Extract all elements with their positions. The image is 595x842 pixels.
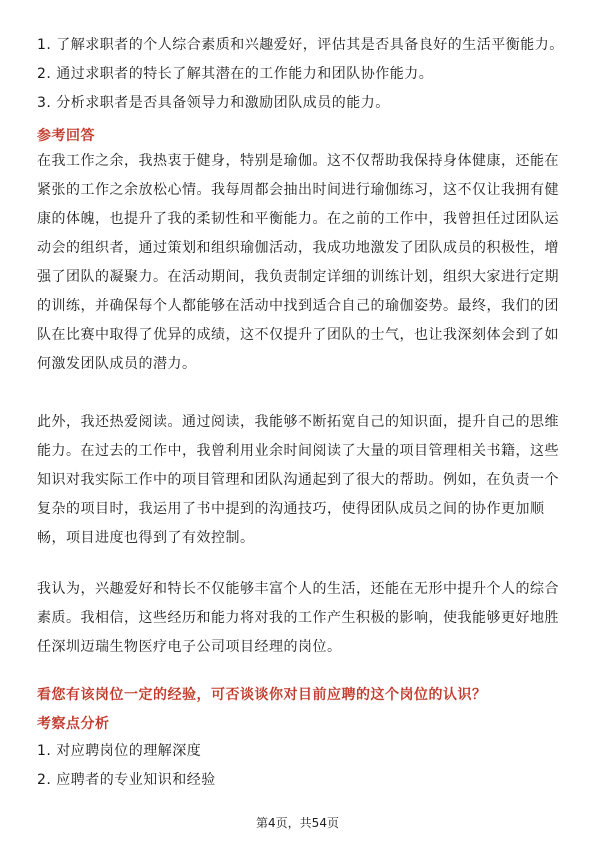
eval-point-1: 1. 对应聘岗位的理解深度 [37,743,202,759]
para1-line: 何激发团队成员的潜力。 [37,356,197,372]
para1-line: 强了团队的凝聚力。在活动期间，我负责制定详细的训练计划，组织大家进行定期 [37,269,559,285]
eval-point-1: 1. 了解求职者的个人综合素质和兴趣爱好，评估其是否具备良好的生活平衡能力。 [37,37,564,53]
para2-line: 能力。在过去的工作中，我曾利用业余时间阅读了大量的项目管理相关书籍，这些 [37,443,559,459]
para2-line: 知识对我实际工作中的项目管理和团队沟通起到了很大的帮助。例如，在负责一个 [37,472,559,488]
para1-line: 队在比赛中取得了优异的成绩，这不仅提升了团队的士气，也让我深刻体会到了如 [37,327,559,343]
para3-line: 素质。我相信，这些经历和能力将对我的工作产生积极的影响，使我能够更好地胜 [37,610,559,626]
para1-line: 康的体魄，也提升了我的柔韧性和平衡能力。在之前的工作中，我曾担任过团队运 [37,211,559,227]
para3-line: 任深圳迈瑞生物医疗电子公司项目经理的岗位。 [37,639,342,655]
analysis-heading: 考察点分析 [37,716,110,732]
answer-heading: 参考回答 [37,128,95,144]
para1-line: 在我工作之余，我热衷于健身，特别是瑜伽。这不仅帮助我保持身体健康，还能在 [37,153,559,169]
question-heading: 看您有该岗位一定的经验，可否谈谈你对目前应聘的这个岗位的认识？ [37,687,487,703]
para3-line: 我认为，兴趣爱好和特长不仅能够丰富个人的生活，还能在无形中提升个人的综合 [37,581,559,597]
para2-line: 畅，项目进度也得到了有效控制。 [37,530,255,546]
eval-point-2: 2. 应聘者的专业知识和经验 [37,772,216,788]
eval-point-2: 2. 通过求职者的特长了解其潜在的工作能力和团队协作能力。 [37,66,434,82]
page-number: 第4页，共54页 [256,816,339,830]
para2-line: 此外，我还热爱阅读。通过阅读，我能够不断拓宽自己的知识面，提升自己的思维 [37,414,559,430]
para1-line: 的训练，并确保每个人都能够在活动中找到适合自己的瑜伽姿势。最终，我们的团 [37,298,559,314]
para1-line: 紧张的工作之余放松心情。我每周都会抽出时间进行瑜伽练习，这不仅让我拥有健 [37,182,559,198]
para2-line: 复杂的项目时，我运用了书中提到的沟通技巧，使得团队成员之间的协作更加顺 [37,501,545,517]
eval-point-3: 3. 分析求职者是否具备领导力和激励团队成员的能力。 [37,95,390,111]
para1-line: 动会的组织者，通过策划和组织瑜伽活动，我成功地激发了团队成员的积极性，增 [37,240,559,256]
